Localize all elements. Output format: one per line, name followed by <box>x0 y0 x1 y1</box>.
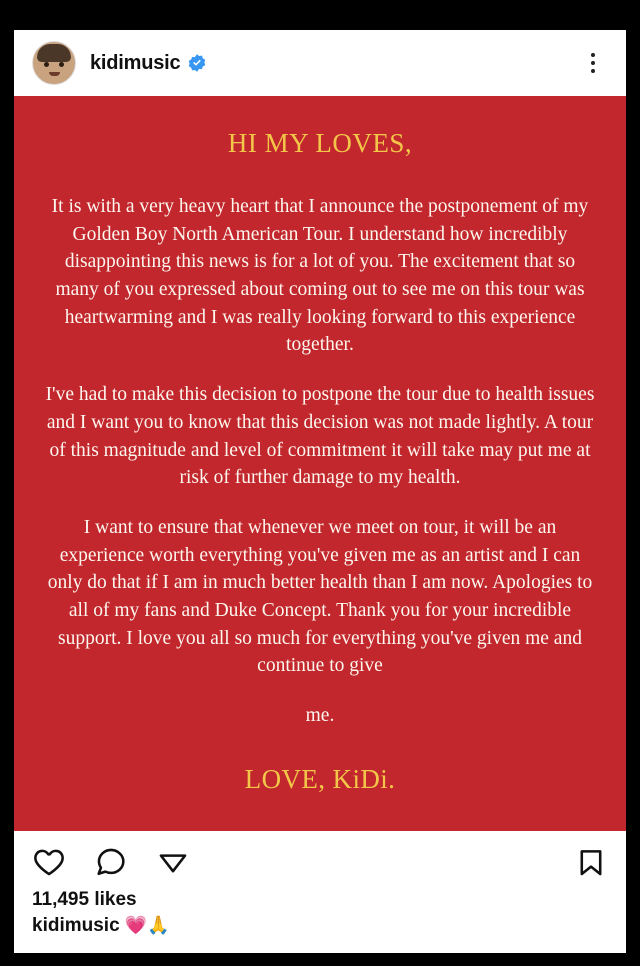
save-bookmark-icon[interactable] <box>574 845 608 879</box>
statement-card <box>14 96 626 831</box>
statement-paragraph-3: I want to ensure that whenever we meet on tour, it will be an experience worth everything you've given me as an artist and I can only do that if I am in much better health than I am now. Apologies to all of my fans and Duke Concept. Thank you for your incredible support. I love you all so much for everything you've given me and continue to give <box>47 516 593 677</box>
statement-title-text: HI MY LOVES, <box>227 128 413 158</box>
statement-paragraph-1: It is with a very heavy heart that I announce the postponement of my Golden Boy North American Tour. I understand how incredibly disappointing this news is for a lot of you. The excitement that so many of you expressed about coming out to see me on this tour was heartwarming and I was really looking forward to this experience together. <box>51 196 589 356</box>
avatar-eye-left <box>44 62 49 67</box>
share-paper-plane-icon[interactable] <box>156 845 190 879</box>
post-container <box>14 30 626 953</box>
statement-paragraph-2: I've had to make this decision to postpone the tour due to health issues and I want you to know that this decision was not made lightly. A tour of this magnitude and level of commitment it will take may put me at risk of further damage to my health. <box>45 384 595 489</box>
comment-bubble-icon[interactable] <box>94 845 128 879</box>
caption-text: 💗🙏 <box>119 914 170 935</box>
post-action-bar <box>14 831 626 885</box>
caption-username[interactable]: kidimusic <box>32 914 120 936</box>
statement-paragraph-4: me. <box>305 705 335 726</box>
avatar-hair <box>37 44 71 62</box>
more-options-icon[interactable] <box>580 50 606 76</box>
like-heart-icon[interactable] <box>32 845 66 879</box>
statement-signature: LOVE, KiDi. <box>244 763 396 794</box>
avatar-mouth <box>49 72 60 76</box>
verified-badge-icon <box>187 53 207 73</box>
post-header <box>14 30 626 96</box>
post-username[interactable]: kidimusic <box>90 51 181 74</box>
statement-title <box>40 128 600 159</box>
avatar-eye-right <box>59 62 64 67</box>
likes-count[interactable]: 11,495 likes <box>14 885 626 913</box>
avatar[interactable] <box>32 41 76 85</box>
post-caption <box>14 913 626 953</box>
